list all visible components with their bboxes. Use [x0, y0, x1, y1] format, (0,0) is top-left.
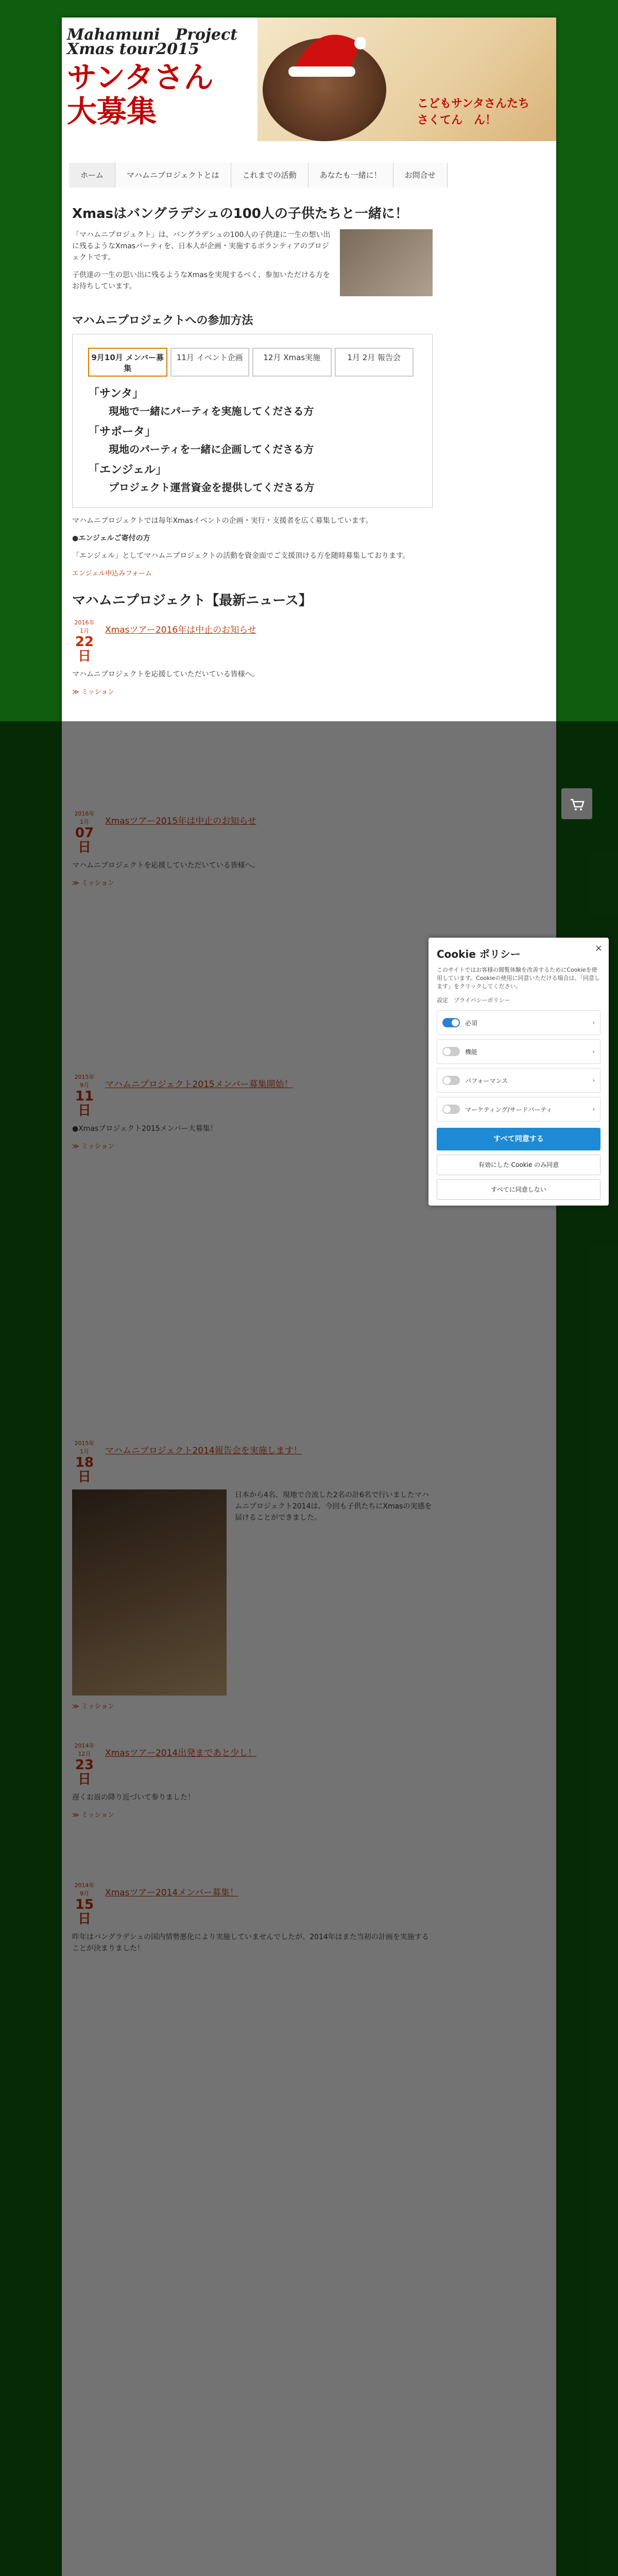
- step-2: 11月 イベント企画: [170, 348, 250, 377]
- role-santa-title: 「サンタ」: [88, 387, 144, 400]
- participation-box: [72, 334, 433, 508]
- cookie-row-label: 機能: [465, 1048, 478, 1056]
- cookie-description: このサイトではお客様の閲覧体験を改善するためにCookieを使用しています。Cookieの使用に同意いただける場合は、「同意します」をクリックしてください。: [437, 967, 600, 990]
- news-heading: マハムニプロジェクト【最新ニュース】: [72, 593, 312, 608]
- cookie-row-label: マーケティング/サードパーティ: [465, 1106, 553, 1113]
- accept-selected-button[interactable]: 有効にした Cookie のみ同意: [437, 1155, 600, 1175]
- news-body: マハムニプロジェクトを応援していただいている皆様へ。: [72, 670, 260, 679]
- news-year: 2016年: [74, 619, 95, 626]
- reject-all-button[interactable]: すべてに同意しない: [437, 1179, 600, 1200]
- cookie-row-label: 必須: [465, 1019, 478, 1027]
- nav-join[interactable]: あなたも一緒に！: [308, 163, 393, 188]
- news-read-more[interactable]: ≫ ミッション: [72, 688, 115, 696]
- cookie-links[interactable]: 設定 プライバシーポリシー: [437, 997, 510, 1004]
- participation-note: マハムニプロジェクトでは毎年Xmasイベントの企画・実行・支援者を広く募集しています。: [72, 517, 373, 525]
- angel-heading: ●エンジェルご寄付の方: [72, 534, 150, 543]
- cookie-title: Cookie ポリシー: [437, 948, 521, 960]
- role-supporter-title: 「サポータ」: [88, 426, 157, 438]
- cookie-row-function[interactable]: [437, 1039, 600, 1064]
- step-4: 1月 2月 報告会: [335, 348, 414, 377]
- hero-image: [258, 18, 556, 141]
- hero-tagline-1: こどもサンタさんたち: [417, 97, 530, 110]
- angel-text: 「エンジェル」としてマハムニプロジェクトの活動を資金面でご支援頂ける方を随時募集しております。: [72, 552, 410, 560]
- steps-row: [88, 348, 417, 377]
- close-icon[interactable]: ×: [594, 943, 603, 954]
- role-angel-title: 「エンジェル」: [88, 464, 167, 477]
- hero-tagline-2: さくてん ん！: [417, 114, 497, 127]
- cookie-row-required[interactable]: [437, 1010, 600, 1035]
- news-title-link[interactable]: Xmasツアー2016年は中止のお知らせ: [105, 625, 256, 635]
- chevron-right-icon: ›: [592, 1019, 595, 1026]
- main-nav: [69, 163, 448, 188]
- intro-paragraph-2: 子供達の一生の思い出に残るようなXmasを実現するべく、参加いただける方をお待ちしています。: [72, 271, 330, 291]
- angel-form-link[interactable]: エンジェル申込みフォーム: [72, 570, 152, 578]
- step-1: 9月10月 メンバー募集: [88, 348, 167, 377]
- participation-heading: マハムニプロジェクトへの参加方法: [72, 314, 253, 327]
- cart-icon: [561, 788, 592, 819]
- role-supporter-desc: 現地のパーティを一緒に企画してくださる方: [109, 443, 314, 455]
- news-month: 1月: [80, 628, 89, 634]
- nav-contact[interactable]: お問合せ: [393, 163, 448, 188]
- intro-heading: Xmasはバングラデシュの100人の子供たちと一緒に！: [72, 206, 408, 222]
- cart-button[interactable]: [561, 788, 592, 819]
- toggle-switch[interactable]: [442, 1047, 460, 1056]
- site-header: [62, 18, 556, 141]
- nav-home[interactable]: ホーム: [69, 163, 115, 188]
- chevron-right-icon: ›: [592, 1077, 595, 1084]
- cookie-row-performance[interactable]: [437, 1068, 600, 1093]
- cookie-row-label: パフォーマンス: [465, 1077, 508, 1084]
- toggle-switch[interactable]: [442, 1105, 460, 1114]
- news-item: [72, 618, 433, 696]
- brand-line-1: Mahamuni Project: [67, 26, 238, 44]
- chevron-right-icon: ›: [592, 1048, 595, 1055]
- nav-history[interactable]: これまでの活動: [231, 163, 308, 188]
- santa-hat-icon: [288, 23, 366, 79]
- cookie-dialog: [428, 938, 609, 1206]
- intro-paragraph-1: 「マハムニプロジェクト」は、バングラデシュの100人の子供達に一生の想い出に残るようなXmasパーティを、日本人が企画・実施するボランティアのプロジェクトです。: [72, 231, 331, 262]
- intro-photo: [340, 229, 433, 296]
- role-angel-desc: プロジェクト運営資金を提供してくださる方: [109, 481, 315, 494]
- title-recruit: 大募集: [67, 94, 157, 129]
- cookie-row-marketing[interactable]: [437, 1097, 600, 1122]
- news-day: 22日: [75, 634, 94, 664]
- news-date: [72, 618, 97, 664]
- title-santa: サンタさん: [67, 60, 214, 95]
- toggle-switch[interactable]: [442, 1076, 460, 1085]
- chevron-right-icon: ›: [592, 1106, 595, 1113]
- accept-all-button[interactable]: すべて同意する: [437, 1128, 600, 1150]
- brand-line-2: Xmas tour2015: [67, 40, 199, 58]
- nav-about[interactable]: マハムニプロジェクトとは: [115, 163, 231, 188]
- step-3: 12月 Xmas実施: [252, 348, 332, 377]
- role-santa-desc: 現地で一緒にパーティを実施してくださる方: [109, 405, 314, 417]
- toggle-switch[interactable]: [442, 1018, 460, 1027]
